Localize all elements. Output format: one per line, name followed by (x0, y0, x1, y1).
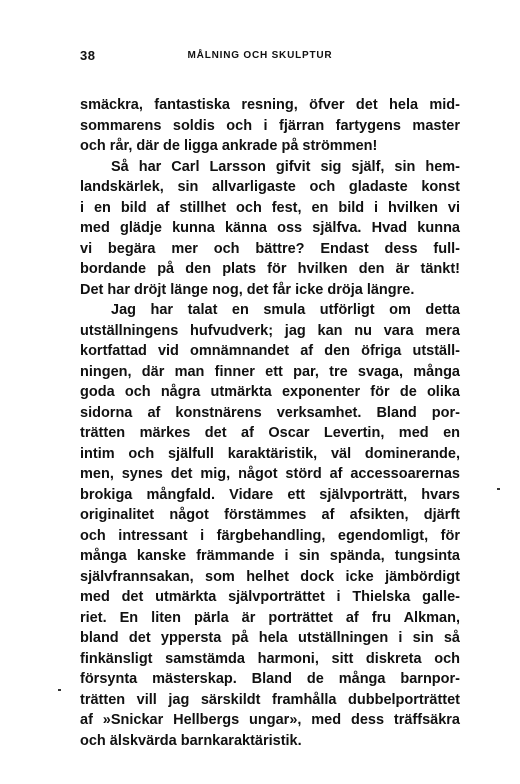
margin-mark (497, 488, 500, 490)
text-line: bland det yppersta på hela utställningen i sin så (80, 630, 460, 646)
text-line: försynta mästerskap. Bland de många barnpor- (80, 671, 460, 687)
text-line: och älskvärda barnkaraktäristik. (80, 732, 302, 749)
text-line: Så har Carl Larsson gifvit sig själf, sin hem- (111, 158, 460, 175)
text-line: och intressant i färgbehandling, egendomligt, för (80, 527, 460, 544)
text-line: trätten vill jag särskildt framhålla dubbelporträttet (80, 691, 460, 708)
text-line: originalitet något förstämmes af afsikten, djärft (80, 507, 460, 523)
text-line: men, synes det mig, något störd af accessoarernas (80, 466, 460, 482)
text-line: sommarens soldis och i fjärran fartygens master (80, 117, 460, 134)
running-head: MÅLNING OCH SKULPTUR (187, 50, 333, 61)
text-line: landskärlek, sin allvarligaste och gladaste konst (80, 179, 460, 195)
text-line: af »Snickar Hellbergs ungar», med dess träffsäkra (80, 712, 460, 728)
text-line: goda och några utmärkta exponenter för de olika (80, 384, 460, 400)
body-text (80, 95, 460, 751)
margin-mark (58, 689, 61, 691)
text-line: med glädje kunna känna oss själfva. Hvad kunna (80, 220, 460, 236)
page-number: 38 (80, 48, 96, 63)
text-line: utställningens hufvudverk; jag kan nu vara mera (80, 322, 460, 339)
text-line: riet. En liten pärla är porträttet af fru Alkman, (80, 609, 460, 626)
text-line: vi begära mer och bättre? Endast dess full- (80, 240, 460, 257)
text-line: kortfattad vid omnämnandet af den öfriga utställ- (80, 343, 460, 359)
text-line: brokiga mångfald. Vidare ett självporträtt, hvars (80, 486, 460, 503)
text-line: intim och själfull karaktäristik, väl dominerande, (80, 445, 460, 462)
text-line: Jag har talat en smula utförligt om detta (111, 302, 460, 318)
text-line: många kanske främmande i sin spända, tungsinta (80, 548, 460, 564)
text-line: trätten märkes det af Oscar Levertin, med en (80, 425, 460, 441)
text-line: självfrannsakan, som helhet dock icke jämbördigt (80, 568, 460, 585)
text-line: finkänsligt samstämda harmoni, sitt diskreta och (80, 650, 460, 667)
text-line: sidorna af konstnärens verksamhet. Bland por- (80, 404, 460, 421)
text-line: i en bild af stillhet och fest, en bild i hvilken vi (80, 199, 460, 216)
text-line: bordande på den plats för hvilken den är tänkt! (80, 261, 460, 277)
text-line: Det har dröjt länge nog, det får icke dröja längre. (80, 281, 415, 298)
text-line: med det utmärkta självporträttet i Thielska galle- (80, 589, 460, 605)
text-line: smäckra, fantastiska resning, öfver det hela mid- (80, 97, 460, 113)
text-line: och rår, där de ligga ankrade på strömmen! (80, 138, 378, 154)
text-line: ningen, där man finner ett par, tre svaga, många (80, 363, 460, 380)
